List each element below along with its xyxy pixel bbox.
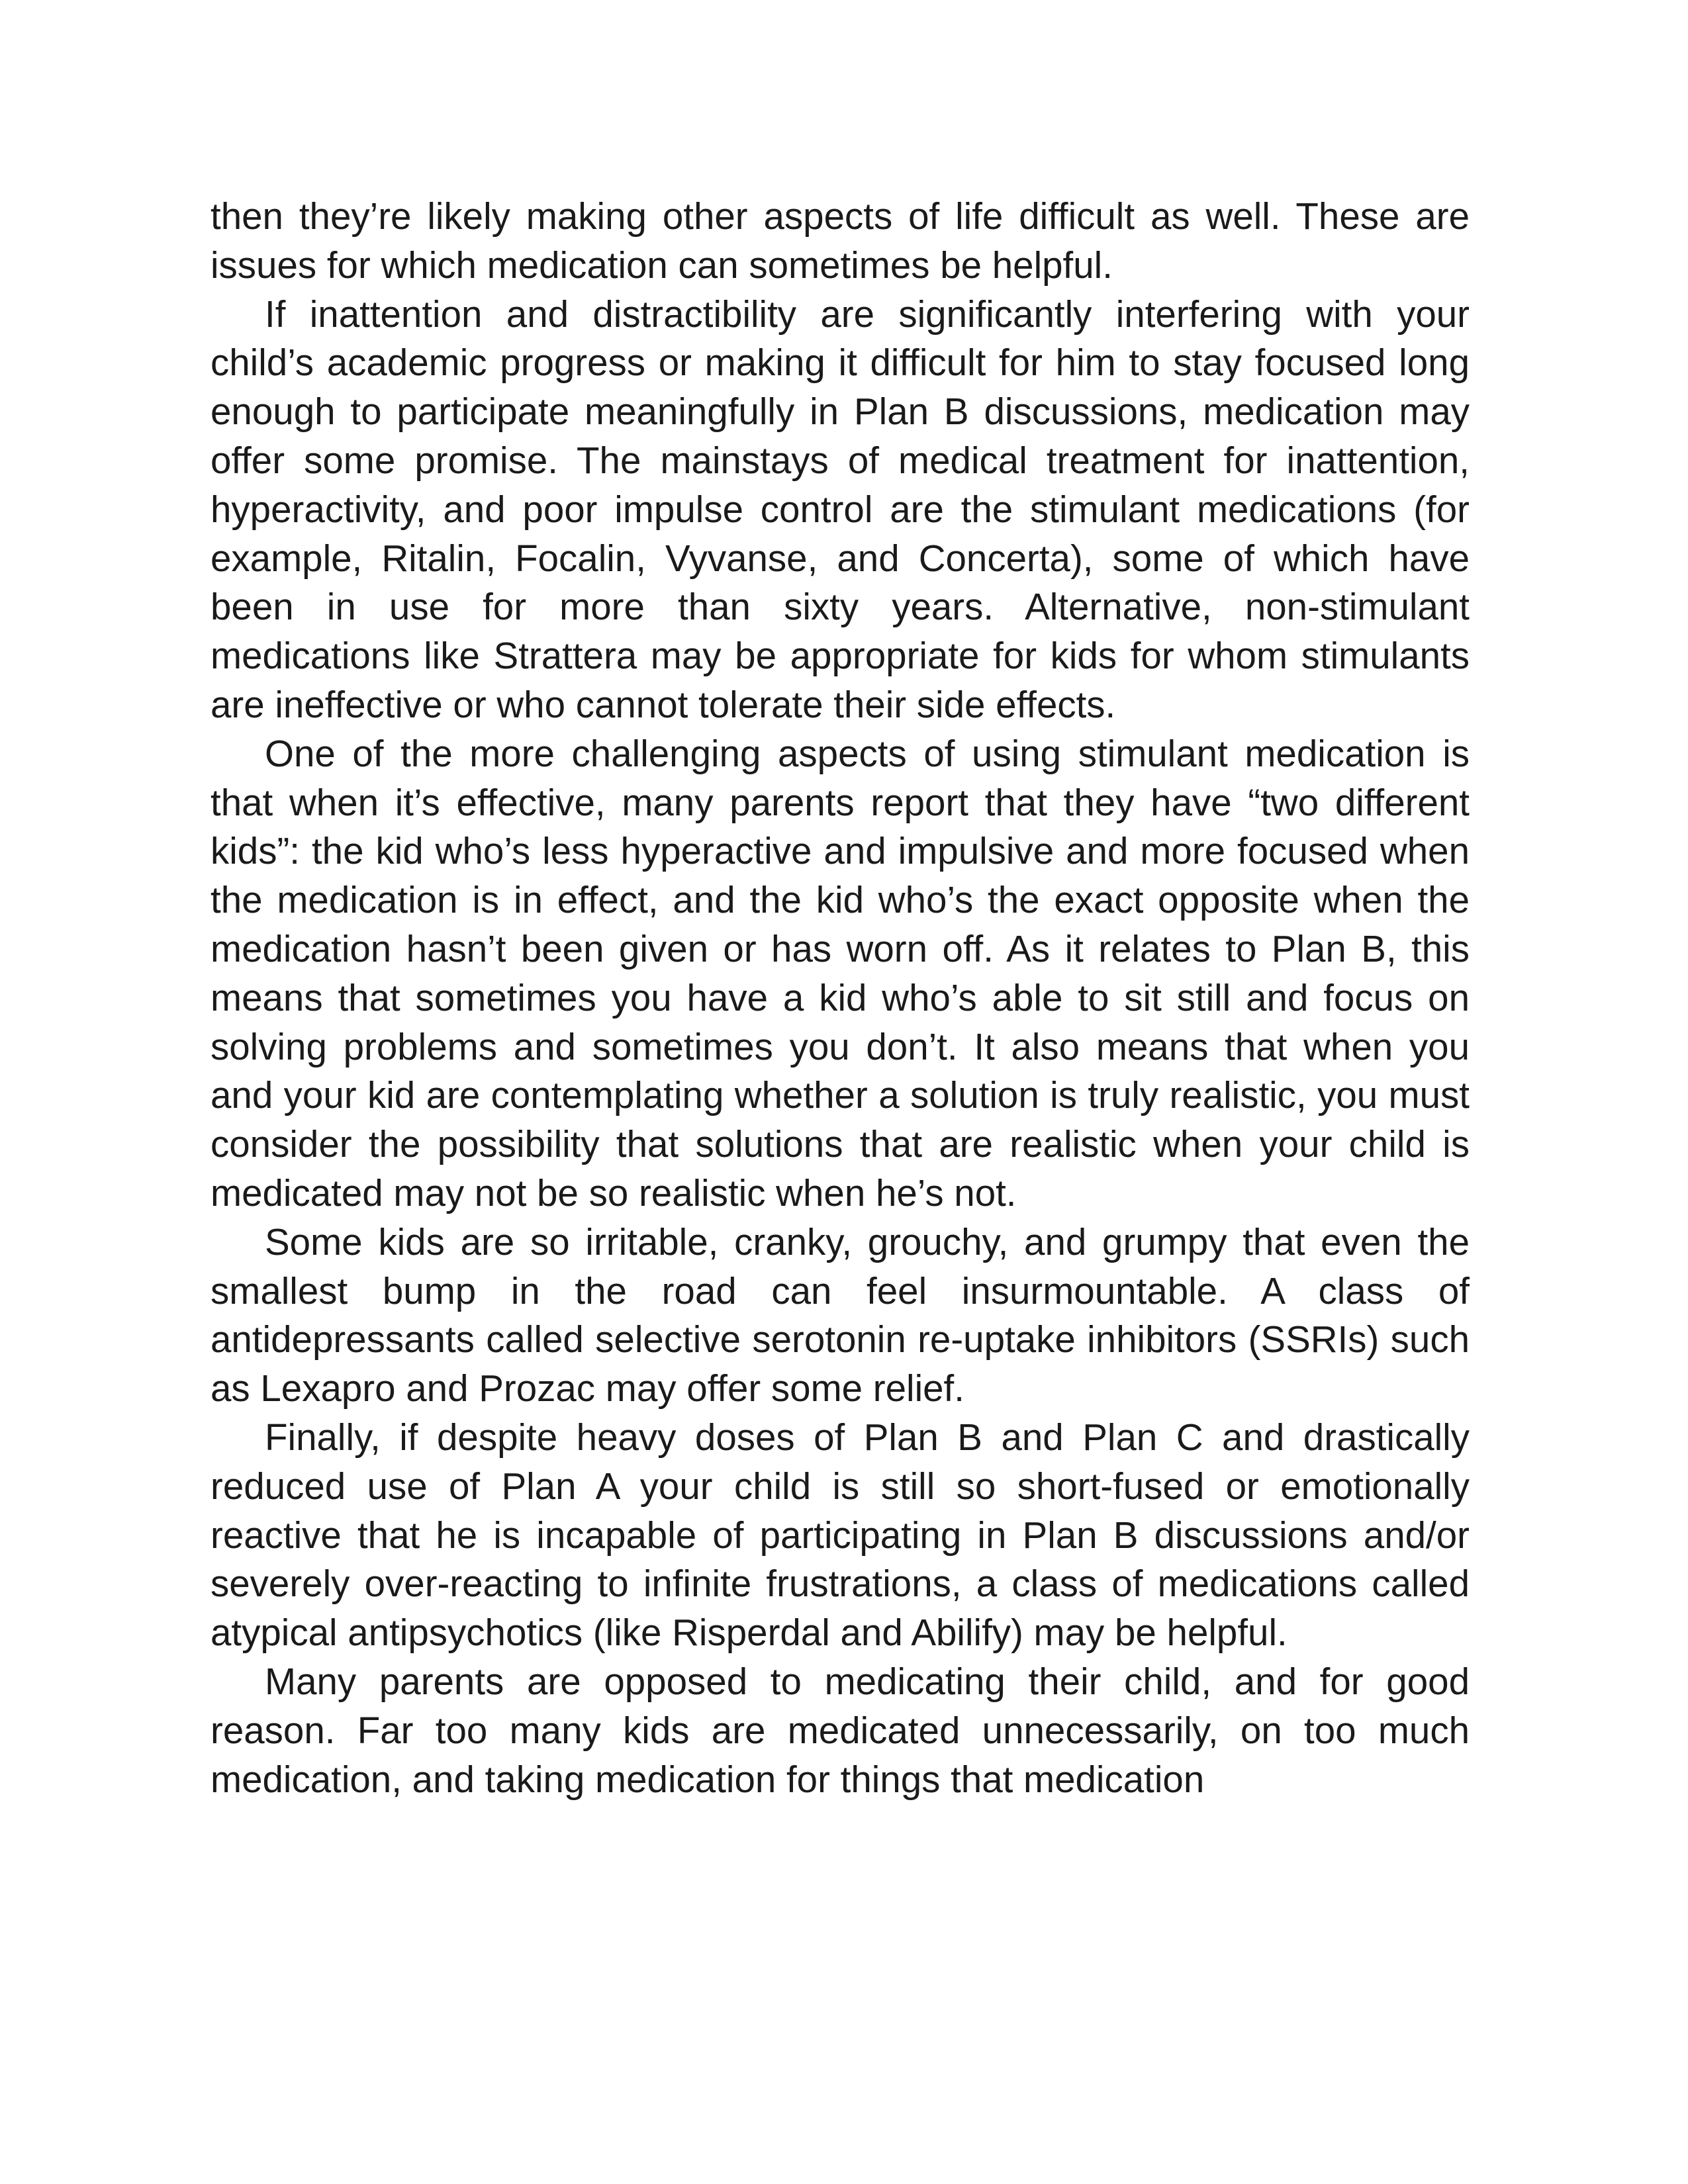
paragraph-opposed-parents: Many parents are opposed to medicating their child, and for good reason. Far too many kids are medicated unnecessarily, on too much medication, and taking medication for things that medication	[211, 1660, 1470, 1800]
paragraph-inattention: If inattention and distractibility are significantly interfering with your child’s academic progress or making it difficult for him to stay focused long enough to participate meaningfully in Plan B discussions, medication may offer some promise. The mainstays of medical treatment for inattention, hyperactivity, and poor impulse control are the stimulant medications (for example, Ritalin, Focalin, Vyvanse, and Concerta), some of which have been in use for more than sixty years. Alternative, non-stimulant medications like Strattera may be appropriate for kids for whom stimulants are ineffective or who cannot tolerate their side effects.	[211, 293, 1470, 725]
paragraph-continued: then they’re likely making other aspects of life difficult as well. These are issues for which medication can sometimes be helpful.	[211, 195, 1470, 286]
paragraph-antipsychotics: Finally, if despite heavy doses of Plan B and Plan C and drastically reduced use of Plan A your child is still so short-fused or emotionally reactive that he is incapable of participating in Plan B discussions and/or severely over-reacting to infinite frustrations, a class of medications called atypical antipsychotics (like Risperdal and Abilify) may be helpful.	[211, 1416, 1470, 1654]
paragraph-ssri: Some kids are so irritable, cranky, grouchy, and grumpy that even the smallest bump in the road can feel insurmountable. A class of antidepressants called selective serotonin re-uptake inhibitors (SSRIs) such as Lexapro and Prozac may offer some relief.	[211, 1220, 1470, 1410]
document-page	[211, 192, 1470, 1803]
paragraph-stimulant-challenges: One of the more challenging aspects of using stimulant medication is that when it’s effective, many parents report that they have “two different kids”: the kid who’s less hyperactive and impulsive and more focused when the medication is in effect, and the kid who’s the exact opposite when the medication hasn’t been given or has worn off. As it relates to Plan B, this means that sometimes you have a kid who’s able to sit still and focus on solving problems and sometimes you don’t. It also means that when you and your kid are contemplating whether a solution is truly realistic, you must consider the possibility that solutions that are realistic when your child is medicated may not be so realistic when he’s not.	[211, 732, 1470, 1214]
